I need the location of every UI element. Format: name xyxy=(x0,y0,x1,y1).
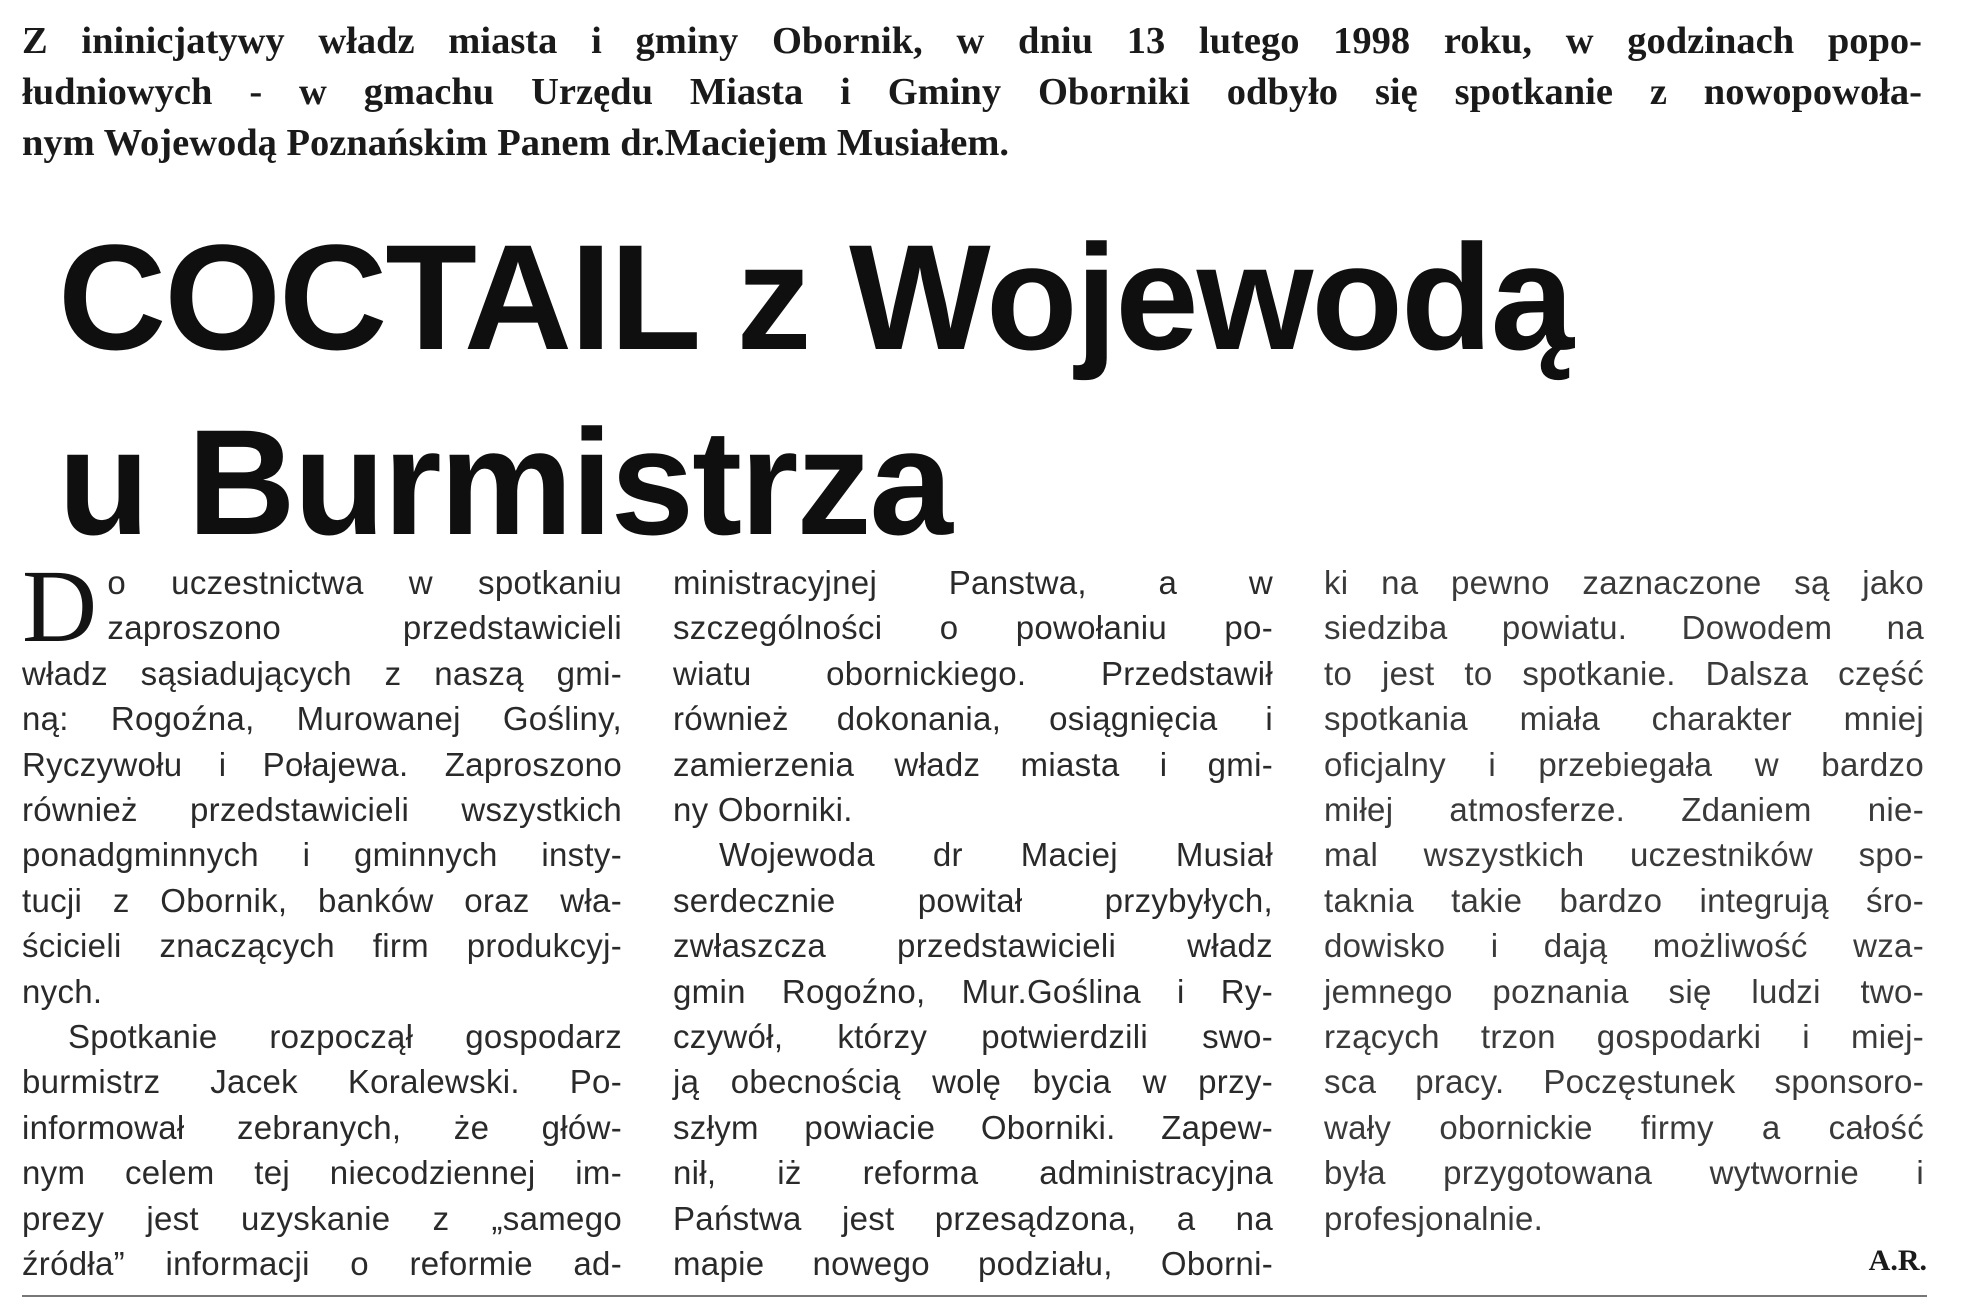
body-line: ją obecnością wolę bycia w przy- xyxy=(673,1063,1273,1101)
author-signature: A.R. xyxy=(1868,1244,1927,1277)
body-line: Ryczywołu i Połajewa. Zaproszono xyxy=(22,745,622,783)
body-line: Państwa jest przesądzona, a na xyxy=(673,1199,1273,1237)
headline xyxy=(58,205,1658,575)
body-line: wały obornickie firmy a całość xyxy=(1324,1108,1924,1146)
lead-line: łudniowych - w gmachu Urzędu Miasta i Gminy Oborniki odbyło się spotkanie z nowopowoła- xyxy=(22,71,1922,113)
body-line: gmin Rogoźno, Mur.Goślina i Ry- xyxy=(673,972,1273,1010)
body-line: rzących trzon gospodarki i miej- xyxy=(1324,1018,1924,1056)
body-line: ministracyjnej Panstwa, a w xyxy=(673,564,1273,601)
body-line: dowisko i dają możliwość wza- xyxy=(1324,927,1924,965)
body-line: oficjalny i przebiegała w bardzo xyxy=(1324,745,1924,783)
body-line: władz sąsiadujących z naszą gmi- xyxy=(22,654,622,692)
body-line: tucji z Obornik, banków oraz wła- xyxy=(22,881,622,919)
drop-cap: D xyxy=(22,549,98,664)
body-line: również dokonania, osiągnięcia i xyxy=(673,700,1273,738)
lead-paragraph xyxy=(22,16,1922,169)
body-line: profesjonalnie. xyxy=(1324,1199,1544,1237)
body-line: spotkania miała charakter mniej xyxy=(1324,700,1924,738)
body-line: jemnego poznania się ludzi two- xyxy=(1324,972,1924,1010)
body-line: była przygotowana wytwornie i xyxy=(1324,1154,1924,1192)
body-line: mapie nowego podziału, Oborni- xyxy=(673,1245,1273,1283)
body-line: informował zebranych, że głów- xyxy=(22,1108,622,1146)
headline-line-2: u Burmistrza xyxy=(58,398,951,566)
body-line: ną: Rogoźna, Murowanej Gośliny, xyxy=(22,700,622,738)
body-line: mal wszystkich uczestników spo- xyxy=(1324,836,1924,874)
body-line: nym celem tej niecodziennej im- xyxy=(22,1154,622,1192)
body-line: szłym powiacie Oborniki. Zapew- xyxy=(673,1108,1273,1146)
body-line: sca pracy. Poczęstunek sponsoro- xyxy=(1324,1063,1924,1101)
body-line: Spotkanie rozpoczął gospodarz xyxy=(68,1018,622,1056)
body-line: o uczestnictwa w spotkaniu xyxy=(107,564,622,601)
article-column-2 xyxy=(673,560,1273,1287)
body-line: zaproszono przedstawicieli xyxy=(107,609,622,647)
body-line: również przedstawicieli wszystkich xyxy=(22,791,622,829)
body-line: ki na pewno zaznaczone są jako xyxy=(1324,564,1924,601)
body-line: prezy jest uzyskanie z „samego xyxy=(22,1199,622,1237)
body-line: siedziba powiatu. Dowodem na xyxy=(1324,609,1924,647)
body-line: ponadgminnych i gminnych insty- xyxy=(22,836,622,874)
body-line: zwłaszcza przedstawicieli władz xyxy=(673,927,1273,965)
body-line: czywół, którzy potwierdzili swo- xyxy=(673,1018,1273,1056)
body-line: to jest to spotkanie. Dalsza część xyxy=(1324,654,1924,692)
body-line: wiatu obornickiego. Przedstawił xyxy=(673,654,1273,692)
lead-line: Z ininicjatywy władz miasta i gminy Obornik, w dniu 13 lutego 1998 roku, w godzinach popo- xyxy=(22,20,1922,62)
body-line: taknia takie bardzo integrują śro- xyxy=(1324,881,1924,919)
article-column-3 xyxy=(1324,560,1924,1241)
bottom-divider xyxy=(22,1295,1927,1297)
body-line: nił, iż reforma administracyjna xyxy=(673,1154,1273,1192)
article-column-1 xyxy=(22,549,622,1287)
headline-line-1: COCTAIL z Wojewodą xyxy=(58,213,1573,381)
lead-line: nym Wojewodą Poznańskim Panem dr.Maciejem Musiałem. xyxy=(22,122,1010,164)
body-line: burmistrz Jacek Koralewski. Po- xyxy=(22,1063,622,1101)
body-line: nych. xyxy=(22,972,103,1010)
body-line: miłej atmosferze. Zdaniem nie- xyxy=(1324,791,1924,829)
body-line: Wojewoda dr Maciej Musiał xyxy=(719,836,1273,874)
body-line: ny Oborniki. xyxy=(673,791,853,829)
body-line: serdecznie powitał przybyłych, xyxy=(673,881,1273,919)
body-line: ścicieli znaczących firm produkcyj- xyxy=(22,927,622,965)
article-body xyxy=(22,549,1927,1283)
body-line: źródła” informacji o reformie ad- xyxy=(22,1245,622,1283)
body-line: zamierzenia władz miasta i gmi- xyxy=(673,745,1273,783)
body-line: szczególności o powołaniu po- xyxy=(673,609,1273,647)
